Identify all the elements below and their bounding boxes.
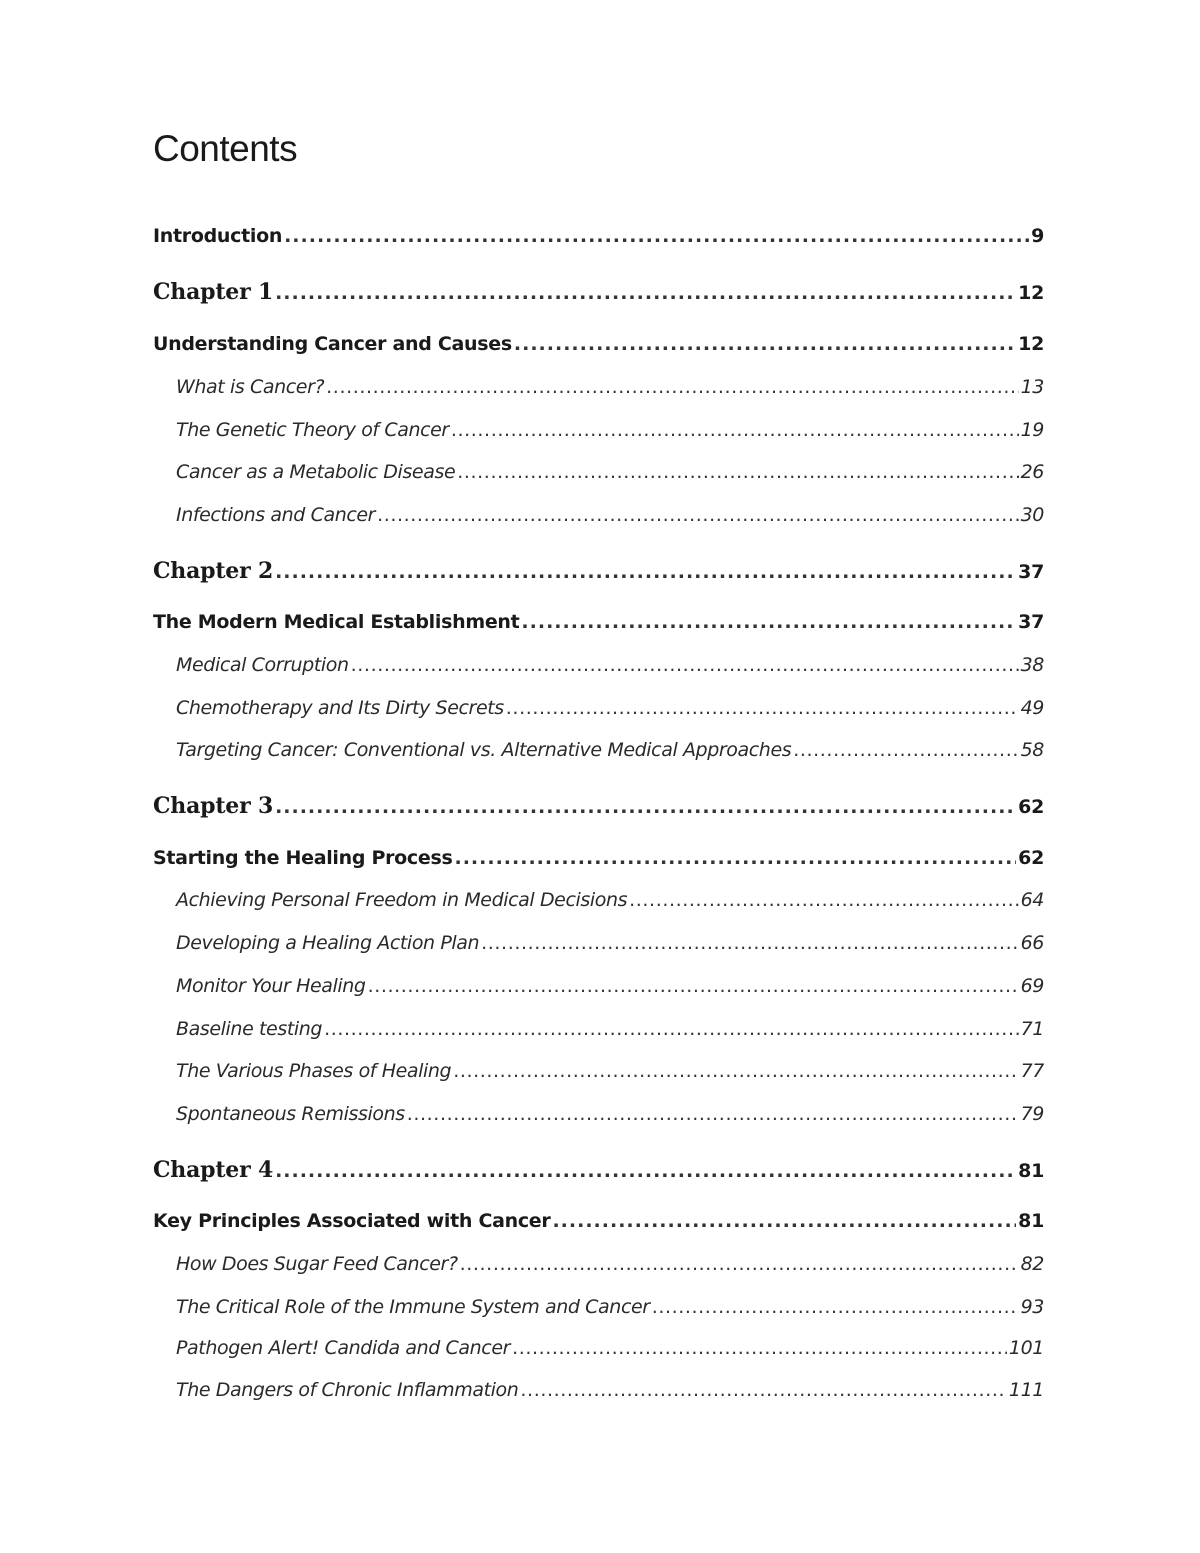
toc-entry-title: Understanding Cancer and Causes — [153, 333, 512, 355]
toc-entry-title: Infections and Cancer — [176, 504, 376, 526]
page-title: Contents — [153, 127, 298, 169]
dot-leader — [284, 225, 1029, 247]
dot-leader — [481, 932, 1018, 954]
toc-entry-page-number: 38 — [1020, 654, 1044, 676]
toc-entry-sub[interactable] — [153, 889, 1044, 911]
toc-entry-title: Starting the Healing Process — [153, 847, 453, 869]
toc-entry-title: The Dangers of Chronic Inflammation — [176, 1379, 519, 1401]
toc-entry-title: Spontaneous Remissions — [176, 1103, 405, 1125]
toc-entry-page-number: 71 — [1020, 1018, 1044, 1040]
toc-entry-page-number: 37 — [1018, 611, 1044, 633]
toc-entry-title: Key Principles Associated with Cancer — [153, 1210, 551, 1232]
toc-entry-title: The Critical Role of the Immune System and Cancer — [176, 1296, 650, 1318]
dot-leader — [506, 697, 1019, 719]
toc-entry-title: Developing a Healing Action Plan — [176, 932, 480, 954]
dot-leader — [652, 1296, 1019, 1318]
dot-leader — [629, 889, 1018, 911]
toc-entry-title: Introduction — [153, 225, 283, 247]
toc-entry-sub[interactable] — [153, 461, 1044, 483]
toc-entry-sub[interactable] — [153, 1018, 1044, 1040]
dot-leader — [275, 1160, 1016, 1182]
toc-entry-sub[interactable] — [153, 1060, 1044, 1082]
dot-leader — [520, 1379, 1007, 1401]
toc-entry-page-number: 12 — [1018, 333, 1044, 355]
toc-entry-page-number: 64 — [1020, 889, 1044, 911]
toc-entry-page-number: 12 — [1018, 282, 1044, 304]
toc-entry-title: Chapter 2 — [153, 558, 274, 584]
toc-entry-sub[interactable] — [153, 932, 1044, 954]
dot-leader — [451, 419, 1019, 441]
dot-leader — [326, 376, 1018, 398]
toc-entry-sub[interactable] — [153, 376, 1044, 398]
toc-entry-page-number: 19 — [1020, 419, 1044, 441]
toc-entry-section[interactable] — [153, 611, 1044, 633]
toc-entry-title: Baseline testing — [176, 1018, 323, 1040]
toc-entry-page-number: 81 — [1018, 1210, 1044, 1232]
toc-entry-page-number: 49 — [1020, 697, 1044, 719]
toc-entry-sub[interactable] — [153, 739, 1044, 761]
dot-leader — [552, 1210, 1016, 1232]
dot-leader — [521, 611, 1016, 633]
toc-entry-title: The Modern Medical Establishment — [153, 611, 520, 633]
toc-entry-sub[interactable] — [153, 975, 1044, 997]
toc-entry-page-number: 30 — [1020, 504, 1044, 526]
toc-entry-page-number: 66 — [1020, 932, 1044, 954]
toc-entry-sub[interactable] — [153, 1337, 1044, 1359]
toc-entry-section[interactable] — [153, 1210, 1044, 1232]
toc-entry-page-number: 77 — [1020, 1060, 1044, 1082]
dot-leader — [275, 561, 1016, 583]
toc-entry-section[interactable] — [153, 333, 1044, 355]
dot-leader — [512, 1337, 1007, 1359]
toc-entry-page-number: 37 — [1018, 561, 1044, 583]
toc-entry-title: Targeting Cancer: Conventional vs. Alternative Medical Approaches — [176, 739, 792, 761]
dot-leader — [514, 333, 1016, 355]
toc-entry-title: Monitor Your Healing — [176, 975, 366, 997]
toc-entry-page-number: 81 — [1018, 1160, 1044, 1182]
toc-entry-title: The Genetic Theory of Cancer — [176, 419, 449, 441]
dot-leader — [407, 1103, 1019, 1125]
toc-entry-sub[interactable] — [153, 504, 1044, 526]
toc-entry-page-number: 69 — [1020, 975, 1044, 997]
toc-entry-title: Chemotherapy and Its Dirty Secrets — [176, 697, 504, 719]
dot-leader — [275, 282, 1016, 304]
toc-entry-chapter[interactable] — [153, 279, 1044, 305]
toc-entry-title: What is Cancer? — [176, 376, 325, 398]
dot-leader — [455, 847, 1017, 869]
toc-entry-title: Chapter 1 — [153, 279, 274, 305]
toc-entry-page-number: 13 — [1020, 376, 1044, 398]
dot-leader — [275, 796, 1016, 818]
toc-entry-page-number: 9 — [1031, 225, 1044, 247]
dot-leader — [324, 1018, 1019, 1040]
toc-entry-page-number: 82 — [1020, 1253, 1044, 1275]
dot-leader — [377, 504, 1019, 526]
toc-entry-page-number: 101 — [1008, 1337, 1044, 1359]
toc-entry-sub[interactable] — [153, 1296, 1044, 1318]
toc-entry-title: Chapter 3 — [153, 793, 274, 819]
toc-entry-page-number: 26 — [1020, 461, 1044, 483]
toc-entry-page-number: 93 — [1020, 1296, 1044, 1318]
toc-entry-chapter[interactable] — [153, 1157, 1044, 1183]
toc-entry-title: Pathogen Alert! Candida and Cancer — [176, 1337, 511, 1359]
dot-leader — [460, 1253, 1019, 1275]
toc-entry-sub[interactable] — [153, 697, 1044, 719]
toc-entry-sub[interactable] — [153, 1253, 1044, 1275]
toc-entry-sub[interactable] — [153, 1103, 1044, 1125]
toc-entry-page-number: 111 — [1008, 1379, 1044, 1401]
dot-leader — [453, 1060, 1018, 1082]
toc-entry-page-number: 58 — [1020, 739, 1044, 761]
toc-entry-page-number: 62 — [1018, 847, 1044, 869]
toc-entry-chapter[interactable] — [153, 558, 1044, 584]
dot-leader — [793, 739, 1018, 761]
toc-entry-title: How Does Sugar Feed Cancer? — [176, 1253, 458, 1275]
dot-leader — [368, 975, 1019, 997]
toc-entry-sub[interactable] — [153, 1379, 1044, 1401]
toc-entry-chapter[interactable] — [153, 793, 1044, 819]
toc-entry-sub[interactable] — [153, 419, 1044, 441]
toc-entry-title: Achieving Personal Freedom in Medical Decisions — [176, 889, 628, 911]
toc-entry-title: Medical Corruption — [176, 654, 349, 676]
toc-entry-page-number: 79 — [1020, 1103, 1044, 1125]
toc-entry-section[interactable] — [153, 225, 1044, 247]
toc-entry-page-number: 62 — [1018, 796, 1044, 818]
dot-leader — [351, 654, 1019, 676]
toc-entry-title: The Various Phases of Healing — [176, 1060, 452, 1082]
toc-entry-section[interactable] — [153, 847, 1044, 869]
toc-entry-sub[interactable] — [153, 654, 1044, 676]
toc-entry-title: Cancer as a Metabolic Disease — [176, 461, 456, 483]
toc-entry-title: Chapter 4 — [153, 1157, 274, 1183]
dot-leader — [457, 461, 1018, 483]
